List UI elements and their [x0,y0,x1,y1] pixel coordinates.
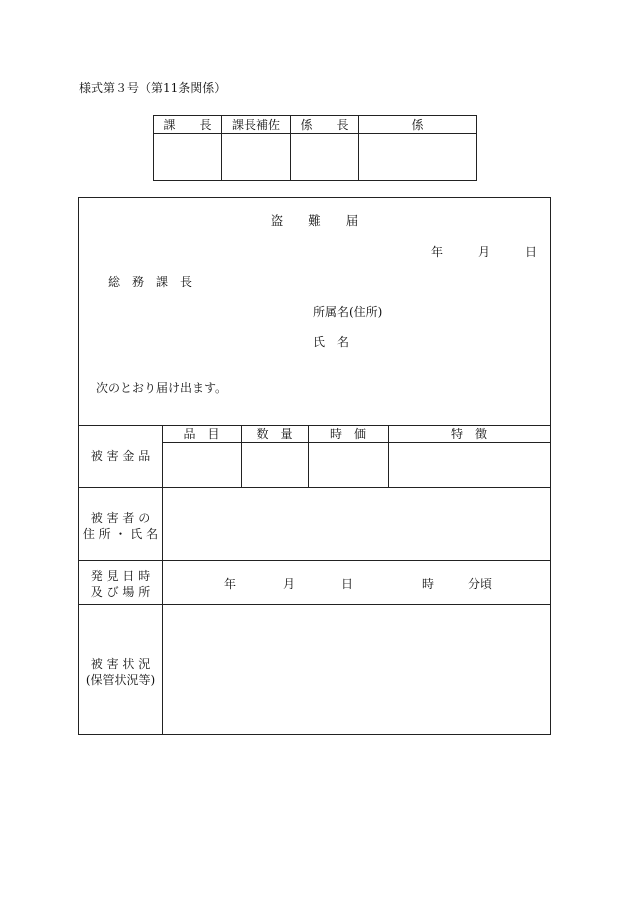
affiliation-label: 所属名(住所) [313,305,383,319]
stamp-box-subsection-chief[interactable] [291,134,359,181]
damage-status-cell[interactable] [163,605,550,734]
discovery-day-label: 日 [341,577,354,591]
discovery-hour-label: 時 [422,577,435,591]
discovery-year-label: 年 [224,577,237,591]
status-label-line1: 被 害 状 況 [90,657,151,671]
quantity-cell[interactable] [242,443,308,487]
approval-stamp-table [153,115,477,181]
stamp-box-staff[interactable] [359,134,477,181]
theft-report-form [78,197,551,735]
stamp-box-assistant-chief[interactable] [222,134,291,181]
victim-label-line1: 被 害 者 の [90,511,151,525]
date-day-label: 日 [525,245,538,259]
column-quantity: 数 量 [256,427,293,441]
form-title: 盗 難 届 [270,213,359,228]
addressee: 総 務 課 長 [108,275,193,289]
approval-header-section-chief: 課 長 [154,116,222,134]
date-year-label: 年 [431,245,444,259]
approval-header-subsection-chief: 係 長 [291,116,359,134]
discovery-minute-label: 分頃 [468,577,493,591]
discovery-month-label: 月 [283,577,296,591]
approval-header-staff: 係 [359,116,477,134]
date-month-label: 月 [478,245,491,259]
victim-label-line2: 住 所 ・ 氏 名 [82,527,159,541]
column-market-value: 時 価 [329,427,366,441]
name-label: 氏 名 [313,335,350,349]
approval-header-assistant-chief: 課長補佐 [222,116,291,134]
market-value-cell[interactable] [309,443,388,487]
status-label-line2: (保管状況等) [85,673,156,687]
damaged-items-label: 被 害 金 品 [90,449,151,463]
form-number: 様式第３号（第11条関係） [79,81,227,95]
features-cell[interactable] [389,443,550,487]
item-name-cell[interactable] [163,443,241,487]
victim-info-cell[interactable] [163,488,550,560]
discovery-label-line2: 及 び 場 所 [90,585,151,599]
discovery-label-line1: 発 見 日 時 [90,569,151,583]
column-item-name: 品 目 [183,427,220,441]
column-features: 特 徴 [450,427,487,441]
stamp-box-section-chief[interactable] [154,134,222,181]
statement-text: 次のとおり届け出ます。 [96,381,228,395]
